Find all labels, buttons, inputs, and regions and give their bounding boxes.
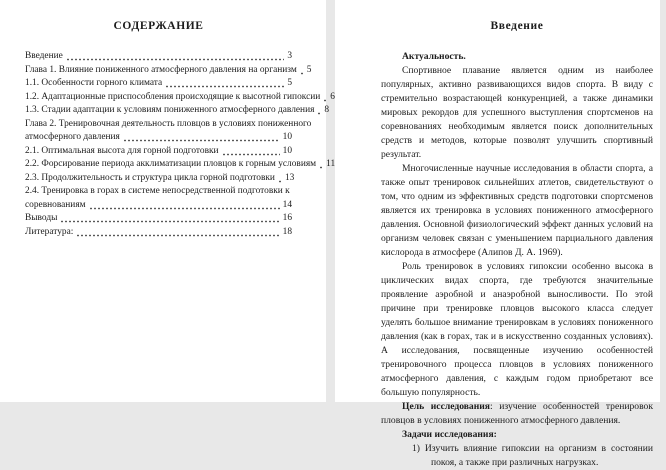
toc-content <box>0 0 336 239</box>
toc-page-number: 16 <box>282 213 292 223</box>
toc-entry-label: 2.2. Форсирование периода акклиматизации пловцов к горным условиям <box>25 159 317 169</box>
toc-entry-label: Глава 1. Влияние пониженного атмосферного давления на организм <box>25 64 297 75</box>
task-item-1: 1) Изучить влияние гипоксии на организм в состоянии покоя, а также при различных нагрузках. <box>412 443 653 468</box>
toc-entry-literature <box>25 226 292 240</box>
dot-leader <box>222 145 280 159</box>
toc-entry-label: 2.3. Продолжительность и структура цикла горной подготовки <box>25 172 275 183</box>
dot-leader <box>165 77 284 91</box>
toc-entry-2-2 <box>25 158 336 172</box>
toc-entry-1-2 <box>25 91 335 105</box>
toc-entry-introduction <box>25 50 292 64</box>
toc-entry-label-line-1: 2.4. Тренировка в горах в системе непосредственной подготовки к <box>25 186 290 196</box>
toc-entry-label: 1.2. Адаптационные приспособления происходящие к высотной гипоксии <box>25 91 321 102</box>
toc-page-number: 8 <box>324 105 330 115</box>
toc-entry-2-1 <box>25 145 292 159</box>
paragraph-1: Спортивное плавание является одним из наиболее популярных, активно развивающихся видов спорта. В виду с стремительно возрастающей конкуренцией, а также динамики мировых рекордов для успешного выступления спортсменов на соревнованиях необходимым является поиск дополнительных средств и методов, которые позволят улучшить спортивный результат. <box>381 65 653 160</box>
toc-entry-label-line-1: Глава 2. Тренировочная деятельность пловцов в условиях пониженного <box>25 118 312 129</box>
dot-leader <box>300 64 304 78</box>
goal-text: : изучение особенностей тренировок пловцов в условиях пониженного атмосферного давления. <box>381 401 653 426</box>
introduction-page <box>335 0 660 468</box>
dot-leader <box>66 50 285 64</box>
toc-page-number: 3 <box>287 51 292 61</box>
toc-entry-label: Введение <box>25 51 63 61</box>
toc-page-number: 5 <box>287 78 292 88</box>
dot-leader <box>60 212 279 226</box>
paragraph-2: Многочисленные научные исследования в области спорта, а также опыт тренировок сильнейших атлетов, свидетельствуют о том, что одним из эффективных средств подготовки спортсменов является их тренировка в условиях пониженного атмосферного давления. Основной физиологический эффект данных условий на организм человек связан с уменьшением парциального давления кислорода в атмосфере (Алипов Д. А. 1969). <box>381 163 653 258</box>
dot-leader <box>89 199 280 213</box>
paragraph-3: Роль тренировок в условиях гипоксии особенно высока в циклических видах спорта, где требуются значительные проявление аэробной и анаэробной выносливости. По этой причине при тренировке пловцов высокого класса следует уделять большое внимание тренировкам в условиях пониженного давления (как в горах, так и в искусственно созданных условиях). А исследования, посвященные изучению особенностей тренировочного процесса пловцов в условиях пониженного атмосферного давления, с каждым годом приобретают все большую популярность. <box>381 261 653 398</box>
toc-page-number: 13 <box>284 172 295 183</box>
toc-entry-2-4 <box>25 185 292 212</box>
toc-page-number: 10 <box>282 145 292 156</box>
toc-entry-label-line-2: соревнованиям 14 <box>25 199 292 213</box>
toc-entry-conclusions <box>25 212 292 226</box>
toc-page-number: 5 <box>306 64 312 75</box>
dot-leader <box>278 172 282 186</box>
toc-list <box>25 50 336 239</box>
introduction-title: Введение <box>490 20 544 32</box>
dot-leader <box>76 226 279 240</box>
toc-page-number: 11 <box>326 159 336 169</box>
dot-leader <box>319 158 323 172</box>
dot-leader <box>123 131 280 145</box>
toc-page-number: 6 <box>330 91 335 102</box>
toc-entry-label: Литература: <box>25 226 74 237</box>
toc-entry-1-1 <box>25 77 292 91</box>
dot-leader <box>317 104 321 118</box>
toc-entry-chapter-1 <box>25 64 312 78</box>
toc-page-number: 18 <box>282 226 292 237</box>
toc-entry-label: Выводы <box>25 213 58 223</box>
goal-paragraph <box>381 400 653 428</box>
goal-label: Цель исследования <box>402 401 490 412</box>
toc-page <box>0 0 336 402</box>
toc-page-number: 10 <box>282 132 292 142</box>
toc-entry-label: 1.1. Особенности горного климата <box>25 78 163 88</box>
toc-entry-label-line-2: атмосферного давления 10 <box>25 131 292 145</box>
toc-entry-2-3 <box>25 172 295 186</box>
tasks-heading: Задачи исследования: <box>402 429 497 440</box>
toc-entry-label: 1.3. Стадии адаптации к условиям пониженного атмосферного давления <box>25 105 315 115</box>
toc-entry-1-3 <box>25 104 330 118</box>
introduction-content <box>335 0 660 470</box>
dot-leader <box>323 91 327 105</box>
introduction-body <box>381 50 653 470</box>
toc-page-number: 14 <box>282 199 292 210</box>
actuality-heading: Актуальность. <box>402 51 466 62</box>
toc-entry-label: 2.1. Оптимальная высота для горной подготовки <box>25 145 219 156</box>
toc-title: СОДЕРЖАНИЕ <box>113 20 204 32</box>
toc-entry-chapter-2 <box>25 118 312 145</box>
